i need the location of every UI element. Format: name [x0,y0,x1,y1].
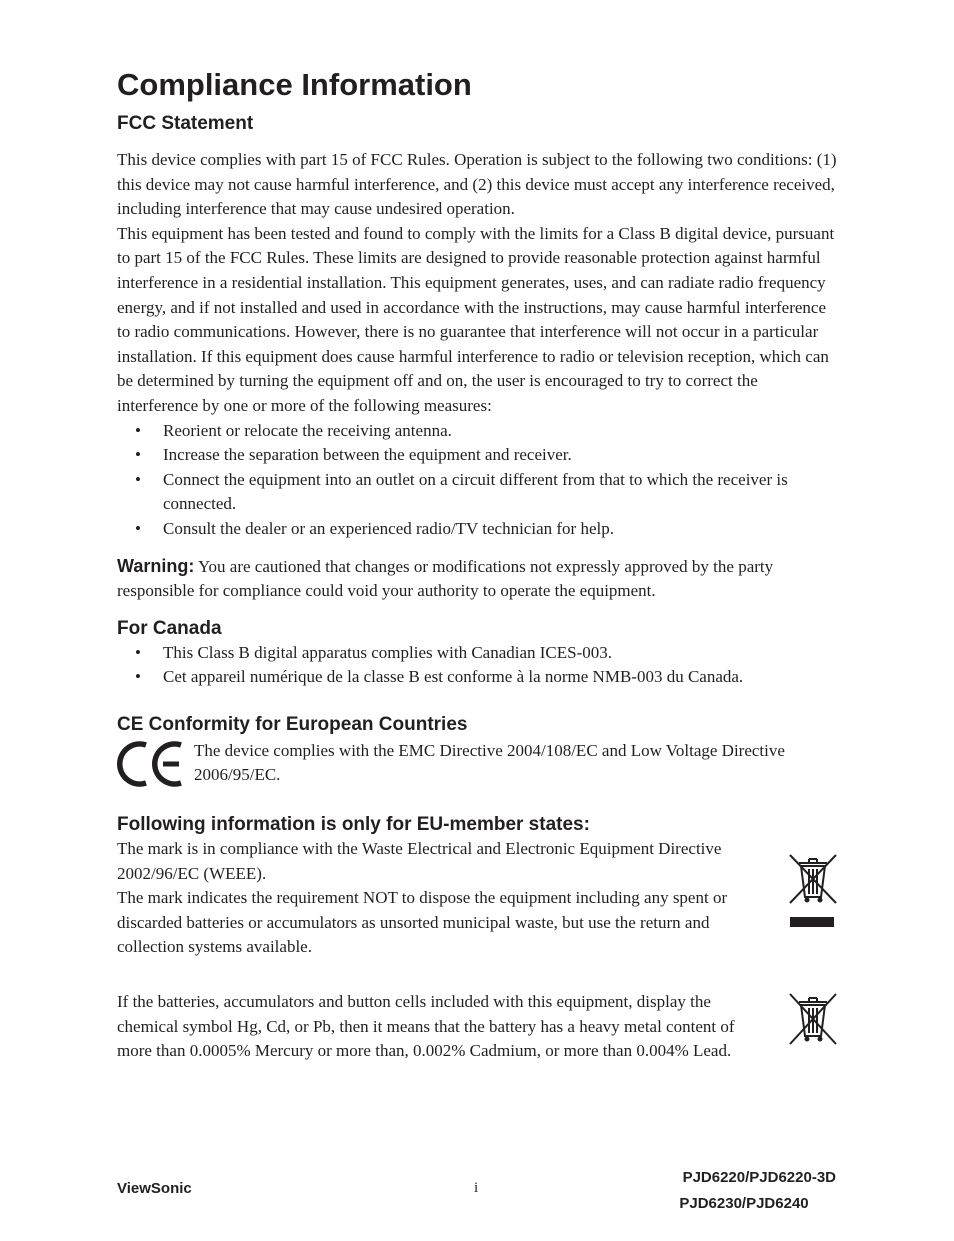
fcc-paragraph-2: This equipment has been tested and found to comply with the limits for a Class B digital device, pursuant to part 15 of the FCC Rules. These limits are designed to provide reasonable protection against harmful interference in a residential installation. This equipment generates, uses, and can radiate radio frequency energy, and if not installed and used in accordance with the instructions, may cause harmful interference to radio communications. However, there is no guarantee that interference will not occur in a particular installation. If this equipment does cause harmful interference to radio or television reception, which can be determined by turning the equipment off and on, the user is encouraged to try to correct the interference by one or more of the following measures: [117,223,835,415]
list-item: • This Class B digital apparatus complies with Canadian ICES-003. [117,641,837,666]
list-item: • Connect the equipment into an outlet on a circuit different from that to which the receiver is connected. [117,468,837,517]
warning-label: Warning: [117,555,195,576]
footer-models-line2: PJD6230/PJD6240 [679,1195,809,1212]
ce-text: The device complies with the EMC Directive 2004/108/EC and Low Voltage Directive 2006/95/EC. [194,740,785,785]
ce-mark-icon [115,739,185,789]
warning-text: You are cautioned that changes or modifications not expressly approved by the party responsible for compliance could void your authority to operate the equipment. [117,556,774,601]
fcc-heading: FCC Statement [117,113,254,134]
fcc-paragraph-1: This device complies with part 15 of FCC Rules. Operation is subject to the following two conditions: (1) this device may not cause harmful interference, and (2) this device must accept any interference received, including interference that may cause undesired operation. [117,150,837,219]
battery-block [117,990,837,1064]
warning-paragraph [117,554,837,604]
list-item: • Reorient or relocate the receiving antenna. [117,419,837,444]
footer-models-line1: PJD6220/PJD6220-3D [682,1169,836,1186]
weee-block [117,837,837,960]
page-title: Compliance Information [117,67,472,102]
crossed-bin-icon [787,853,839,933]
ce-block [117,739,837,788]
list-item: • Consult the dealer or an experienced radio/TV technician for help. [117,517,837,542]
list-item: • Increase the separation between the equipment and receiver. [117,443,837,468]
eu-heading: Following information is only for EU-member states: [117,814,590,836]
page-content [117,64,837,1064]
eu-paragraph-1: The mark is in compliance with the Waste Electrical and Electronic Equipment Directive 2002/96/EC (WEEE). [117,839,722,883]
canada-heading: For Canada [117,617,222,639]
battery-paragraph: If the batteries, accumulators and button cells included with this equipment, display the chemical symbol Hg, Cd, or Pb, then it means that the battery has a heavy metal content of more than 0.0005% Mercury or more than, 0.002% Cadmium, or more than 0.004% Lead. [117,992,735,1061]
crossed-bin-battery-icon [787,992,839,1048]
footer-brand: ViewSonic [117,1180,192,1197]
canada-list [117,641,837,690]
list-item: • Cet appareil numérique de la classe B est conforme à la norme NMB-003 du Canada. [117,665,837,690]
fcc-measures-list [117,419,837,542]
footer-page-number: i [474,1180,479,1196]
ce-heading: CE Conformity for European Countries [117,713,468,735]
eu-paragraph-2: The mark indicates the requirement NOT to dispose the equipment including any spent or discarded batteries or accumulators as unsorted municipal waste, but use the return and collection systems available. [117,888,728,957]
